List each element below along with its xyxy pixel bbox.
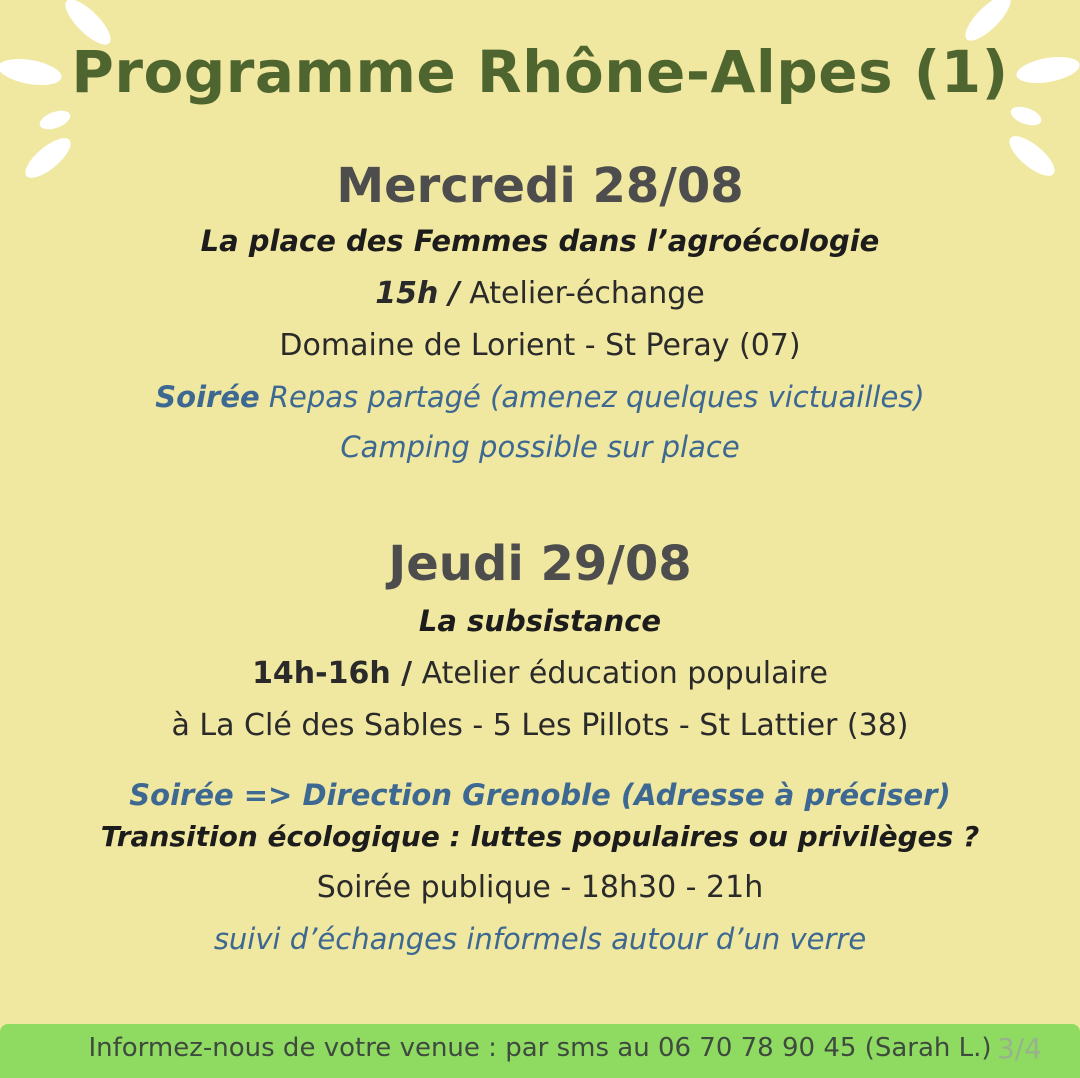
footer-bar — [0, 1024, 1080, 1078]
day1-evening — [0, 380, 1080, 414]
day2-evening-text: Soirée => Direction Grenoble (Adresse à préciser) — [129, 778, 951, 812]
page-title: Programme Rhône-Alpes (1) — [71, 38, 1009, 106]
day1-theme: La place des Femmes dans l’agroécologie — [200, 224, 880, 258]
day2-time: 14h-16h / — [252, 656, 413, 691]
day1-camping: Camping possible sur place — [340, 430, 740, 464]
day2-schedule — [0, 656, 1080, 691]
day2-location: à La Clé des Sables - 5 Les Pillots - St Lattier (38) — [171, 708, 909, 743]
day1-date: Mercredi 28/08 — [336, 158, 744, 214]
day2-date: Jeudi 29/08 — [388, 536, 692, 592]
day2-activity: Atelier éducation populaire — [412, 656, 828, 691]
day1-time: 15h / — [375, 276, 460, 311]
day1-activity: Atelier-échange — [459, 276, 705, 311]
page-number: 3/4 — [996, 1032, 1042, 1065]
day2-debate: Transition écologique : luttes populaires ou privilèges ? — [100, 820, 980, 853]
day2-followup: suivi d’échanges informels autour d’un verre — [213, 922, 867, 956]
day1-evening-text: Repas partagé (amenez quelques victuailles) — [259, 380, 925, 414]
day1-location: Domaine de Lorient - St Peray (07) — [279, 328, 801, 363]
day1-evening-label: Soirée — [155, 380, 260, 414]
day2-evening — [0, 778, 1080, 812]
day2-theme: La subsistance — [418, 604, 662, 638]
footer-contact: Informez-nous de votre venue : par sms au 06 70 78 90 45 (Sarah L.) — [88, 1033, 992, 1063]
day1-schedule — [0, 276, 1080, 311]
day2-public-evening: Soirée publique - 18h30 - 21h — [316, 870, 764, 905]
